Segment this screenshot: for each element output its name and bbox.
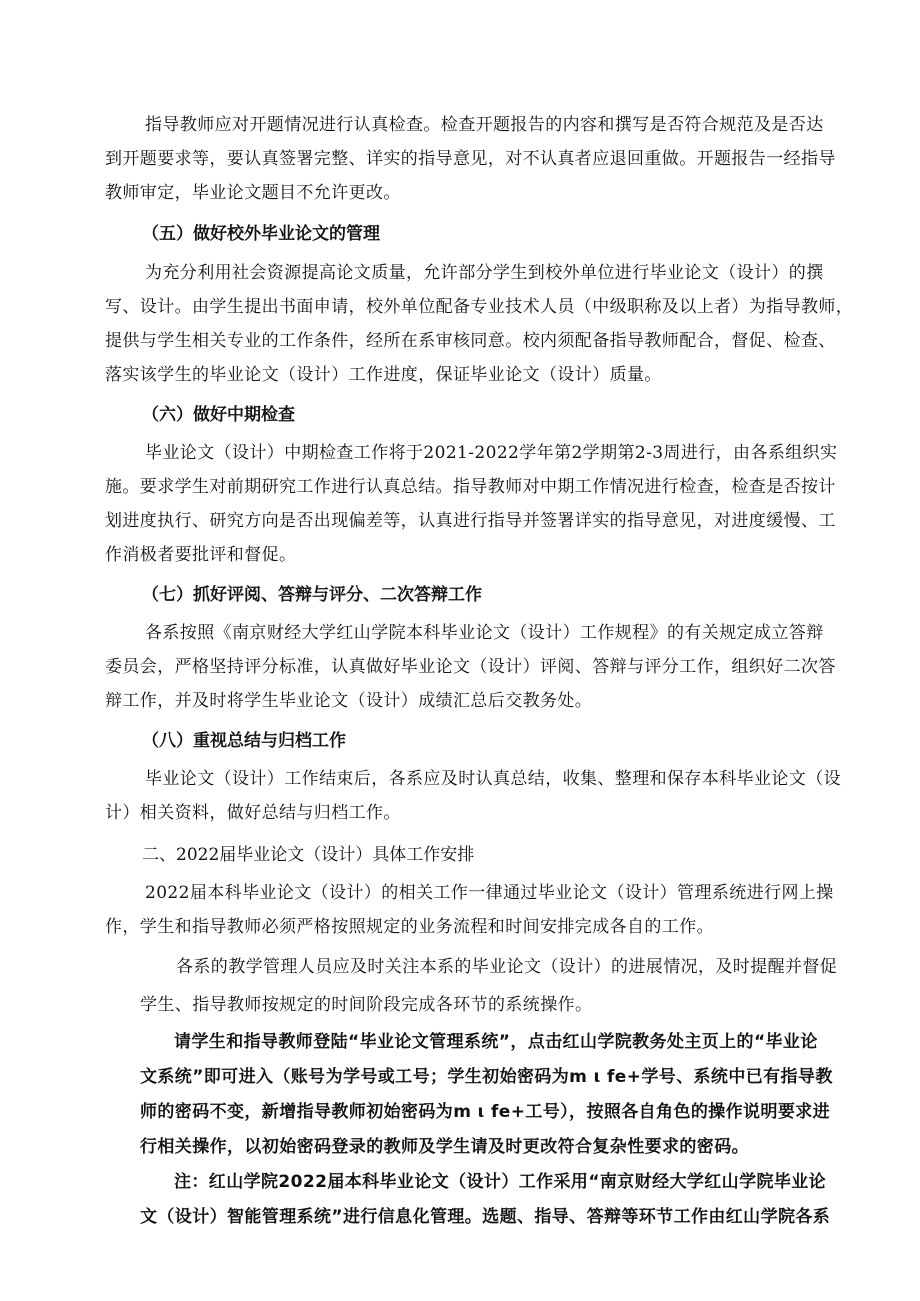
paragraph-online-system	[105, 876, 834, 944]
text-line: 教师审定，毕业论文题目不允许更改。	[105, 183, 401, 203]
text-line: 为充分利用社会资源提高论文质量，允许部分学生到校外单位进行毕业论文（设计）的撰	[145, 263, 824, 283]
text-line: 各系按照《南京财经大学红山学院本科毕业论文（设计）工作规程》的有关规定成立答辩	[145, 623, 824, 643]
paragraph-note	[140, 1165, 830, 1235]
heading-section-6: （六）做好中期检查	[142, 405, 295, 425]
text-line: 作，学生和指导教师必须严格按照规定的业务流程和时间安排完成各自的工作。	[105, 917, 714, 937]
paragraph-defense	[105, 616, 836, 718]
paragraph-proposal-check	[105, 108, 836, 210]
text-line: 提供与学生相关专业的工作条件，经所在系审核同意。校内须配备指导教师配合，督促、检查、	[105, 331, 836, 351]
text-line: 师的密码不变，新增指导教师初始密码为m ι fe+工号），按照各自角色的操作说明要求进	[140, 1102, 831, 1122]
text-line: 行相关操作，以初始密码登录的教师及学生请及时更改符合复杂性要求的密码。	[140, 1137, 749, 1157]
text-line: 落实该学生的毕业论文（设计）工作进度，保证毕业论文（设计）质量。	[105, 365, 662, 385]
heading-section-5: （五）做好校外毕业论文的管理	[142, 224, 380, 244]
text-line: 2022届本科毕业论文（设计）的相关工作一律通过毕业论文（设计）管理系统进行网上操	[145, 883, 834, 903]
paragraph-department-management	[140, 948, 837, 1024]
text-line: 注：红山学院2022届本科毕业论文（设计）工作采用“南京财经大学红山学院毕业论	[174, 1172, 827, 1192]
text-line: 请学生和指导教师登陆“毕业论文管理系统”，点击红山学院教务处主页上的“毕业论	[174, 1032, 818, 1052]
paragraph-login-instructions	[140, 1025, 833, 1165]
text-line: 辩工作，并及时将学生毕业论文（设计）成绩汇总后交教务处。	[105, 691, 593, 711]
heading-section-8: （八）重视总结与归档工作	[142, 731, 346, 751]
text-line: 施。要求学生对前期研究工作进行认真总结。指导教师对中期工作情况进行检查，检查是否按计	[105, 477, 836, 497]
text-line: 写、设计。由学生提出书面申请，校外单位配备专业技术人员（中级职称及以上者）为指导教师，	[105, 297, 854, 317]
heading-part-2: 二、2022届毕业论文（设计）具体工作安排	[142, 845, 475, 865]
text-line: 文系统”即可进入（账号为学号或工号；学生初始密码为m ι fe+学号、系统中已有指导教	[140, 1067, 833, 1087]
text-line: 毕业论文（设计）中期检查工作将于2021-2022学年第2学期第2-3周进行，由各系组织实	[145, 443, 838, 463]
text-line: 划进度执行、研究方向是否出现偏差等，认真进行指导并签署详实的指导意见，对进度缓慢、工	[105, 511, 836, 531]
paragraph-summary-archive	[105, 762, 841, 830]
text-line: 学生、指导教师按规定的时间阶段完成各环节的系统操作。	[140, 995, 593, 1015]
text-line: 文（设计）智能管理系统”进行信息化管理。选题、指导、答辩等环节工作由红山学院各系	[140, 1207, 831, 1227]
text-line: 作消极者要批评和督促。	[105, 545, 297, 565]
heading-section-7: （七）抓好评阅、答辩与评分、二次答辩工作	[142, 585, 482, 605]
text-line: 指导教师应对开题情况进行认真检查。检查开题报告的内容和撰写是否符合规范及是否达	[145, 115, 824, 135]
text-line: 毕业论文（设计）工作结束后，各系应及时认真总结，收集、整理和保存本科毕业论文（设	[145, 769, 841, 789]
paragraph-midterm-check	[105, 436, 837, 572]
text-line: 到开题要求等，要认真签署完整、详实的指导意见，对不认真者应退回重做。开题报告一经指导	[105, 149, 836, 169]
text-line: 委员会，严格坚持评分标准，认真做好毕业论文（设计）评阅、答辩与评分工作，组织好二次答	[105, 657, 836, 677]
text-line: 计）相关资料，做好总结与归档工作。	[105, 803, 401, 823]
paragraph-external-thesis	[105, 256, 853, 392]
text-line: 各系的教学管理人员应及时关注本系的毕业论文（设计）的进展情况，及时提醒并督促	[176, 957, 838, 977]
